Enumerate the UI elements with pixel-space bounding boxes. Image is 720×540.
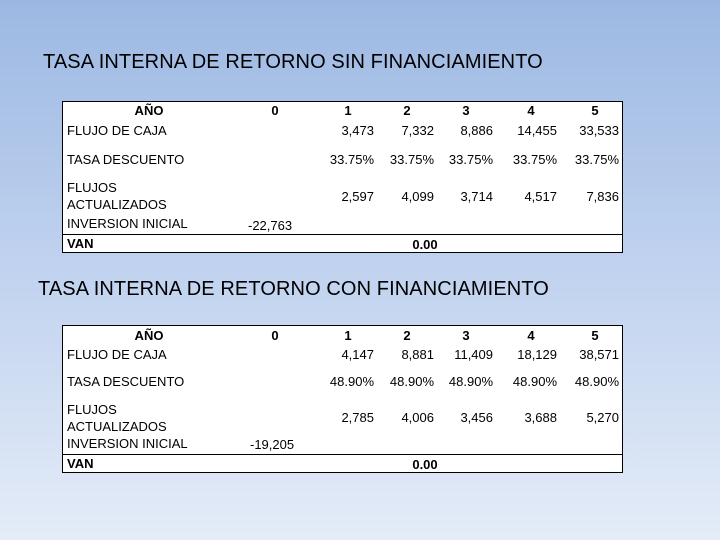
initial-investment-label: INVERSION INICIAL: [67, 216, 188, 231]
discounted-flow-value: 7,836: [586, 189, 619, 204]
cash-flow-label: FLUJO DE CAJA: [67, 123, 167, 138]
discount-rate-value: 48.90%: [329, 374, 374, 389]
initial-investment-value: -19,205: [250, 437, 295, 452]
discounted-flows-label: [67, 401, 167, 435]
year-header: AÑO: [134, 328, 164, 343]
discounted-flow-value: 4,006: [401, 410, 434, 425]
discounted-flow-value: 3,688: [524, 410, 557, 425]
discount-rate-value: 48.90%: [448, 374, 493, 389]
discount-rate-value: 33.75%: [574, 152, 619, 167]
discounted-flow-value: 3,714: [460, 189, 493, 204]
year-1: 1: [344, 103, 352, 118]
discount-rate-value: 48.90%: [574, 374, 619, 389]
discount-rate-value: 33.75%: [512, 152, 557, 167]
discount-rate-value: 33.75%: [448, 152, 493, 167]
year-2: 2: [403, 103, 411, 118]
discounted-flow-value: 4,517: [524, 189, 557, 204]
cash-flow-value: 7,332: [401, 123, 434, 138]
year-4: 4: [527, 103, 535, 118]
cash-flow-value: 4,147: [341, 347, 374, 362]
cash-flow-value: 14,455: [517, 123, 557, 138]
cash-flow-value: 8,886: [460, 123, 493, 138]
discounted-flows-label: [67, 179, 167, 213]
initial-investment-value: -22,763: [248, 218, 293, 233]
discounted-flows-label-line: ACTUALIZADOS: [67, 419, 167, 434]
year-4: 4: [527, 328, 535, 343]
discounted-flow-value: 3,456: [460, 410, 493, 425]
discount-rate-label: TASA DESCUENTO: [67, 152, 185, 167]
year-0: 0: [271, 328, 279, 343]
npv-value: 0.00: [412, 237, 438, 252]
irr-table-con-financiamiento: [62, 325, 623, 473]
discounted-flow-value: 2,785: [341, 410, 374, 425]
discount-rate-value: 33.75%: [389, 152, 434, 167]
year-0: 0: [271, 103, 279, 118]
row-divider: [63, 454, 622, 455]
year-1: 1: [344, 328, 352, 343]
discounted-flows-label-line: ACTUALIZADOS: [67, 197, 167, 212]
year-3: 3: [462, 328, 470, 343]
discount-rate-label: TASA DESCUENTO: [67, 374, 185, 389]
irr-table-sin-financiamiento: [62, 101, 623, 253]
discounted-flow-value: 2,597: [341, 189, 374, 204]
discount-rate-value: 48.90%: [389, 374, 434, 389]
initial-investment-label: INVERSION INICIAL: [67, 436, 188, 451]
year-5: 5: [591, 328, 599, 343]
discounted-flow-value: 5,270: [586, 410, 619, 425]
section-title-con-financiamiento: TASA INTERNA DE RETORNO CON FINANCIAMIENTO: [38, 278, 549, 300]
discount-rate-value: 48.90%: [512, 374, 557, 389]
cash-flow-value: 8,881: [401, 347, 434, 362]
npv-label: VAN: [67, 236, 94, 251]
year-3: 3: [462, 103, 470, 118]
discounted-flow-value: 4,099: [401, 189, 434, 204]
npv-value: 0.00: [412, 457, 438, 472]
year-5: 5: [591, 103, 599, 118]
cash-flow-value: 18,129: [517, 347, 557, 362]
cash-flow-value: 3,473: [341, 123, 374, 138]
cash-flow-value: 38,571: [579, 347, 619, 362]
year-2: 2: [403, 328, 411, 343]
cash-flow-value: 11,409: [454, 347, 493, 362]
discounted-flows-label-line: FLUJOS: [67, 180, 117, 195]
discount-rate-value: 33.75%: [329, 152, 374, 167]
section-title-sin-financiamiento: TASA INTERNA DE RETORNO SIN FINANCIAMIENTO: [43, 51, 543, 73]
npv-label: VAN: [67, 456, 94, 471]
cash-flow-value: 33,533: [579, 123, 619, 138]
year-header: AÑO: [134, 103, 164, 118]
cash-flow-label: FLUJO DE CAJA: [67, 347, 167, 362]
discounted-flows-label-line: FLUJOS: [67, 402, 117, 417]
row-divider: [63, 234, 622, 235]
